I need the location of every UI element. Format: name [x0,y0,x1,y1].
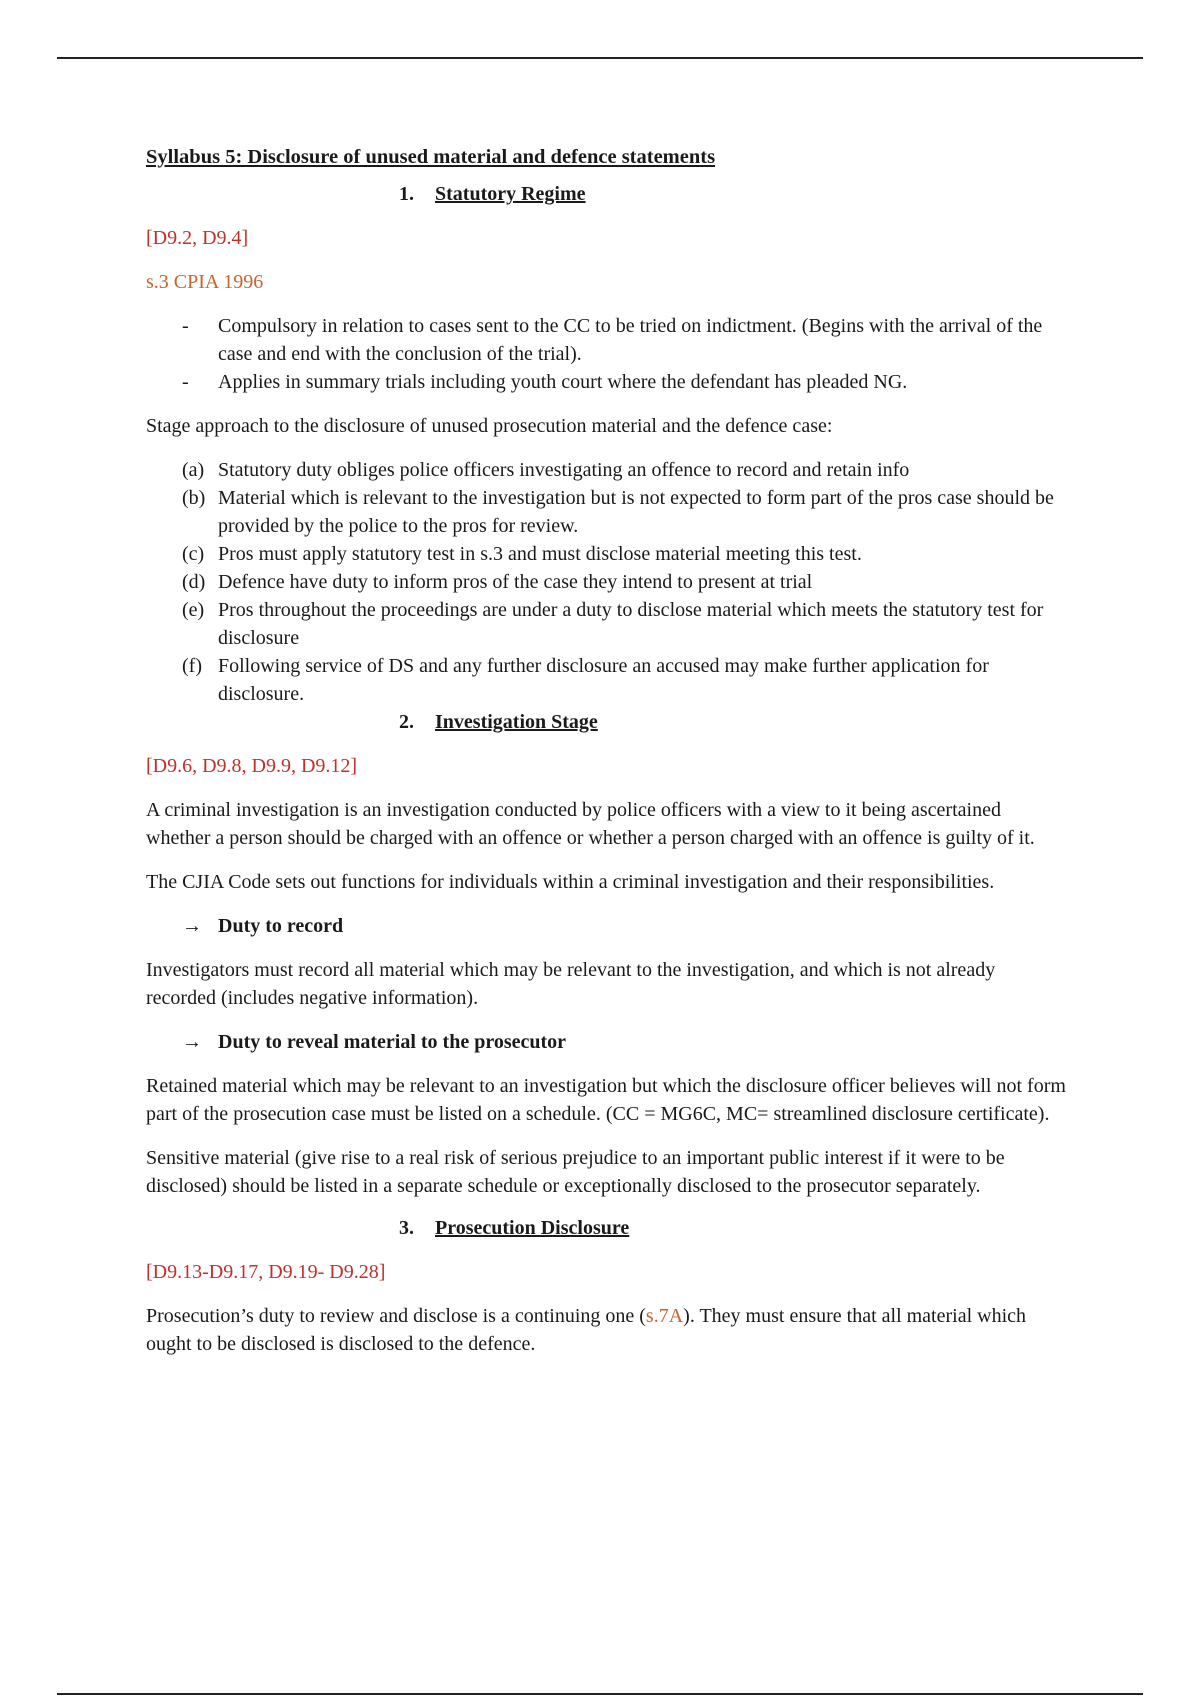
list-item-text: Material which is relevant to the investigation but is not expected to form part of the pros case should be provided by the police to the pros for review. [218,487,1054,537]
list-item [146,540,1066,568]
list-marker: (f) [182,655,202,677]
paragraph-text: Prosecution’s duty to review and disclose is a continuing one ( [146,1305,646,1327]
arrow-icon: → [182,915,202,937]
section-title: Prosecution Disclosure [435,1217,630,1239]
list-item [146,568,1066,596]
list-item-text: Pros throughout the proceedings are under a duty to disclose material which meets the statutory test for disclosure [218,599,1044,649]
section-heading-investigation-stage [146,708,1066,736]
paragraph [146,1302,1066,1358]
duty-title: Duty to reveal material to the prosecutor [218,1031,567,1053]
duty-heading-reveal [146,1028,1066,1056]
document-body [146,143,1066,1358]
statute-reference: s.3 CPIA 1996 [146,271,264,293]
list-item [146,652,1066,708]
bottom-rule [57,1693,1143,1695]
paragraph: Retained material which may be relevant to an investigation but which the disclosure officer believes will not form part of the prosecution case must be listed on a schedule. (CC = MG6C, MC= streamlined disclosure certificate). [146,1075,1066,1125]
section-number: 1. [399,183,414,205]
statute-reference: s.7A [645,1305,684,1327]
list-marker: (d) [182,571,206,593]
dash-bullet: - [182,371,189,393]
section-heading-statutory-regime [146,180,1066,208]
list-item [146,312,1066,368]
paragraph: Sensitive material (give rise to a real risk of serious prejudice to an important public interest if it were to be disclosed) should be listed in a separate schedule or exceptionally disclosed to the prosecutor separately. [146,1147,1005,1197]
paragraph: Stage approach to the disclosure of unused prosecution material and the defence case: [146,415,833,437]
section-reference: [D9.13-D9.17, D9.19- D9.28] [146,1261,386,1283]
top-rule [57,57,1143,59]
list-marker: (e) [182,599,205,621]
list-item [146,596,1066,652]
arrow-icon: → [182,1031,202,1053]
list-item-text: Pros must apply statutory test in s.3 and must disclose material meeting this test. [218,543,862,565]
section-heading-prosecution-disclosure [146,1214,1066,1242]
duty-heading-record [146,912,1066,940]
section-reference: [D9.2, D9.4] [146,227,249,249]
duty-title: Duty to record [218,915,344,937]
section-title: Investigation Stage [435,711,598,733]
section-number: 3. [399,1217,414,1239]
dash-bullet: - [182,315,189,337]
list-item-text: Defence have duty to inform pros of the case they intend to present at trial [218,571,813,593]
list-item [146,456,1066,484]
stage-list [146,456,1066,708]
paragraph-text: ). They must ensure that all material which ought to be disclosed is disclosed to the defence. [146,1305,1027,1355]
paragraph: The CJIA Code sets out functions for individuals within a criminal investigation and their responsibilities. [146,871,995,893]
bullet-list [146,312,1066,396]
section-number: 2. [399,711,414,733]
list-marker: (a) [182,459,205,481]
list-item-text: Statutory duty obliges police officers investigating an offence to record and retain info [218,459,910,481]
list-marker: (b) [182,487,206,509]
section-title: Statutory Regime [435,183,586,205]
list-item [146,484,1066,540]
list-item [146,368,1066,396]
document-title: Syllabus 5: Disclosure of unused material and defence statements [146,146,716,168]
list-item-text: Applies in summary trials including youth court where the defendant has pleaded NG. [218,371,908,393]
section-reference: [D9.6, D9.8, D9.9, D9.12] [146,755,358,777]
list-marker: (c) [182,543,205,565]
list-item-text: Compulsory in relation to cases sent to the CC to be tried on indictment. (Begins with the arrival of the case and end with the conclusion of the trial). [218,315,1043,365]
list-item-text: Following service of DS and any further disclosure an accused may make further application for disclosure. [218,655,989,705]
paragraph: Investigators must record all material which may be relevant to the investigation, and which is not already recorded (includes negative information). [146,959,996,1009]
paragraph: A criminal investigation is an investigation conducted by police officers with a view to it being ascertained whether a person should be charged with an offence or whether a person charged with an offence is guilty of it. [146,799,1035,849]
